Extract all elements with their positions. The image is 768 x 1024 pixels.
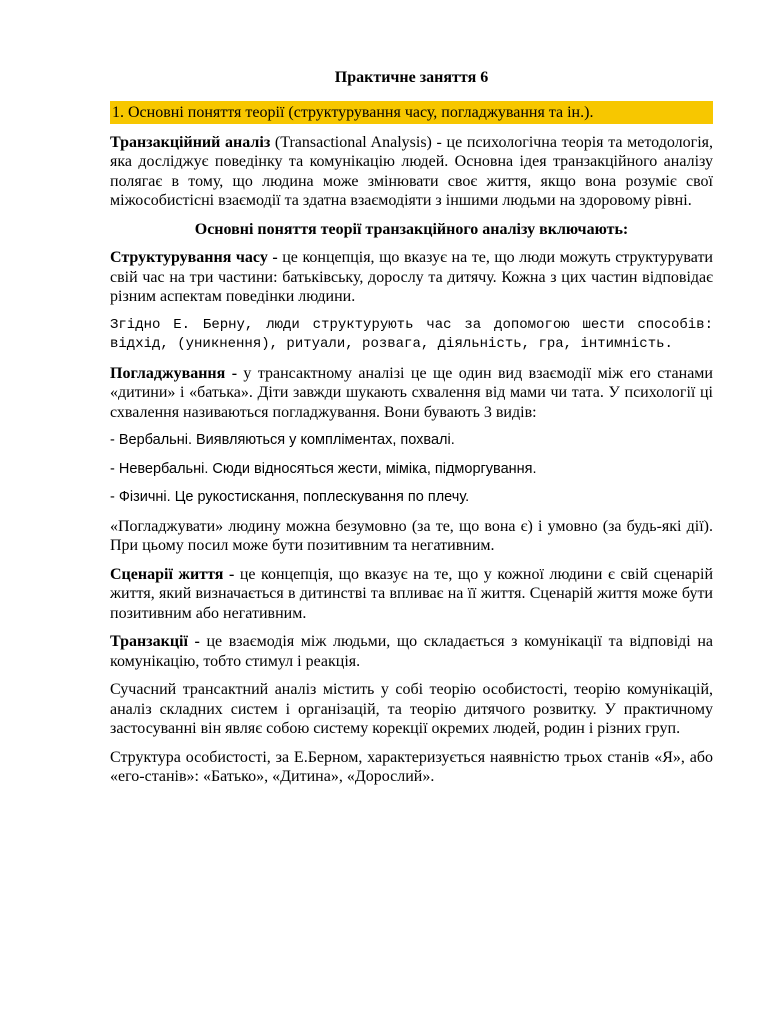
term-transactions: Транзакції - xyxy=(110,633,200,650)
paragraph-strokes xyxy=(110,364,713,423)
page-title: Практичне заняття 6 xyxy=(334,69,489,86)
paragraph-text: це концепція, що вказує на те, що люди можуть структурувати свій час на три частини: батьківську, дорослу та дитячу. Кожна з цих частин відповідає різним аспектам поведінки людини. xyxy=(110,249,713,305)
paragraph-time-structuring xyxy=(110,248,713,307)
paragraph-text: у трансактному аналізі це ще один вид взаємодії між его станами «дитини» і «батька». Діти завжди шукають схвалення від мами чи тата. У психології ці схвалення називаються погладжування. Вони бувають 3 видів: xyxy=(110,364,713,421)
highlighted-heading: 1. Основні поняття теорії (структурування часу, погладжування та ін.). xyxy=(110,101,713,124)
list-item: - Вербальні. Виявляються у компліментах, похвалі. xyxy=(110,432,455,448)
paragraph-berne-methods: Згідно Е. Берну, люди структурують час за допомогою шести способів: відхід, (уникнення), ритуали, розвага, діяльність, гра, інтимність. xyxy=(110,316,713,352)
paragraph-transactional-analysis xyxy=(110,133,713,211)
paragraph-stroking: «Погладжувати» людину можна безумовно (за те, що вона є) і умовно (за будь-які дії). При цьому посил може бути позитивним та негативним. xyxy=(110,517,713,554)
paragraph-text: (Transactional Analysis) - це психологічна теорія та методологія, яка досліджує поведінку та комунікацію людей. Основна ідея транзакційного аналізу полягає в тому, що людина може змінювати своє життя, якщо вона розуміє свої міжособистісні взаємодії та здатна взаємодіяти з іншими людьми на здоровому рівні. xyxy=(110,133,713,209)
paragraph-transactions xyxy=(110,632,713,671)
term-time-structuring: Структурування часу - xyxy=(110,249,278,266)
paragraph-modern-ta: Сучасний трансактний аналіз містить у собі теорію особистості, теорію комунікацій, аналіз складних систем і організацій, та теорію дитячого розвитку. У практичному застосуванні він являє собою систему корекції окремих людей, родин і різних груп. xyxy=(110,681,713,737)
paragraph-life-scripts xyxy=(110,565,713,624)
term-transactional-analysis: Транзакційний аналіз xyxy=(110,133,271,151)
paragraph-text: це взаємодія між людьми, що складається з комунікації та відповіді на комунікацію, тобто стимул і реакція. xyxy=(110,633,714,670)
document-content xyxy=(110,68,713,796)
term-life-scripts: Сценарії життя - xyxy=(110,565,235,583)
section-subtitle: Основні поняття теорії транзакційного аналізу включають: xyxy=(194,220,629,238)
list-item: - Фізичні. Це рукостискання, поплескування по плечу. xyxy=(110,489,470,505)
list-item: - Невербальні. Сюди відносяться жести, міміка, підморгування. xyxy=(110,460,537,477)
term-strokes: Погладжування - xyxy=(110,364,238,382)
paragraph-text: це концепція, що вказує на те, що у кожної людини є свій сценарій життя, який визначається в дитинстві та впливає на її життя. Сценарій життя може бути позитивним або негативним. xyxy=(110,565,714,622)
paragraph-personality-structure: Структура особистості, за Е.Берном, характеризується наявністю трьох станів «Я», або «его-станів»: «Батько», «Дитина», «Дорослий». xyxy=(110,748,713,785)
